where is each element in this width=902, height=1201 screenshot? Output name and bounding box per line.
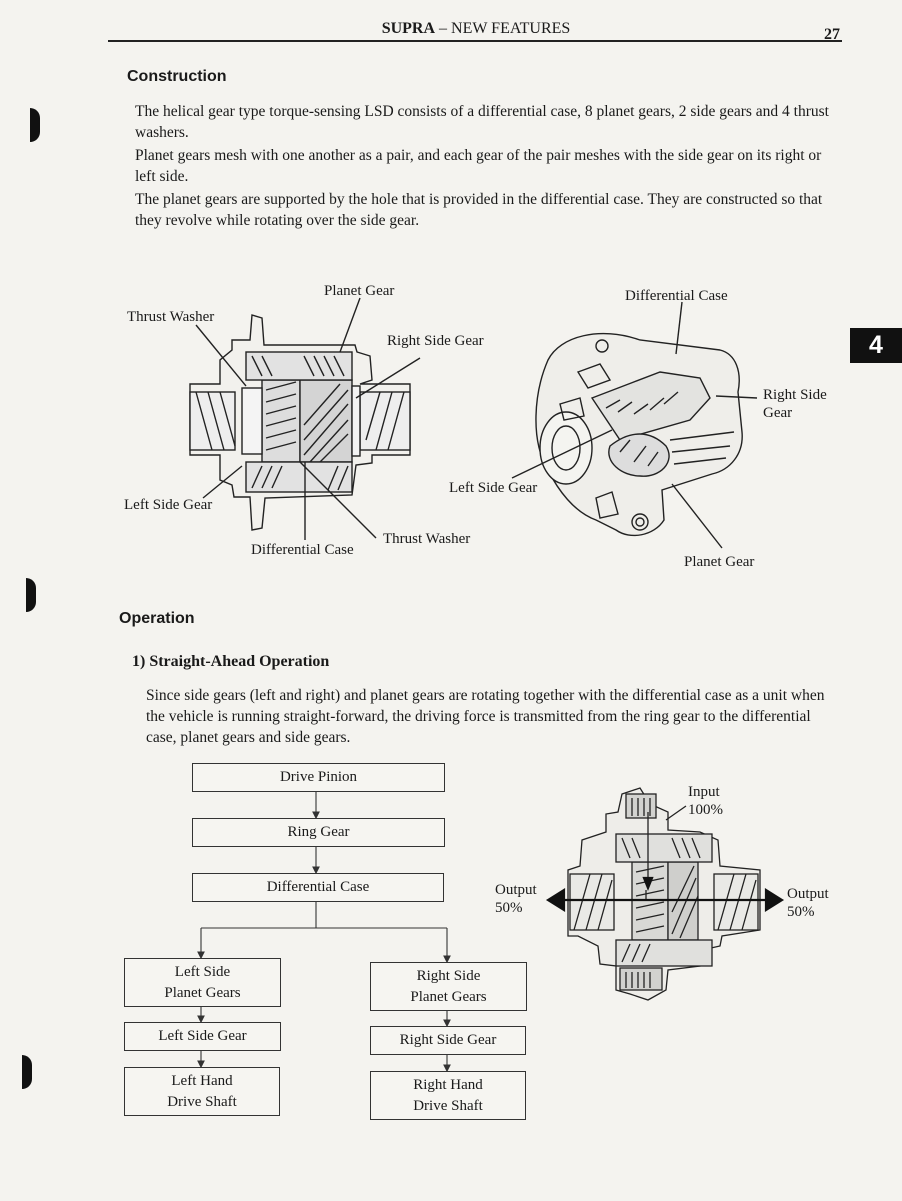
construction-paragraph: The planet gears are supported by the hole that is provided in the differential case. They are constructed so that they revolve while rotating over the side gear.: [135, 191, 823, 229]
left-planet-gears-line1: Left Side: [174, 963, 231, 980]
fig1-left-side-gear-label: Left Side Gear: [124, 497, 213, 513]
fig2-differential-case-label: Differential Case: [625, 288, 728, 304]
fig3-output-left-text: Output: [495, 882, 537, 898]
fig1-planet-gear-label: Planet Gear: [324, 283, 395, 299]
fig2-planet-gear-label: Planet Gear: [684, 554, 755, 570]
right-drive-shaft-line1: Right Hand: [413, 1076, 483, 1093]
operation-paragraph: Since side gears (left and right) and planet gears are rotating together with the differential case as a unit when the vehicle is running straight-forward, the driving force is transmitted from the ring gear to the differential case, planet gears and side gears.: [146, 687, 825, 746]
fig3-output-right-label: [787, 885, 829, 921]
fig3-input-label: [688, 783, 723, 819]
left-planet-gears-line2: Planet Gears: [164, 984, 241, 1001]
right-planet-gears-line1: Right Side: [416, 967, 481, 984]
left-side-gear-box: Left Side Gear: [124, 1022, 281, 1051]
fig1-right-side-gear-label: Right Side Gear: [387, 333, 484, 349]
left-drive-shaft-line1: Left Hand: [171, 1072, 233, 1089]
chapter-tab: 4: [850, 328, 902, 363]
right-side-gear-box: Right Side Gear: [370, 1026, 526, 1055]
fig3-output-left-percent: 50%: [495, 900, 523, 916]
header-section: – NEW FEATURES: [435, 20, 571, 37]
construction-paragraph: The helical gear type torque-sensing LSD consists of a differential case, 8 planet gears, 2 side gears and 4 thrust washers.: [135, 103, 829, 141]
fig3-output-right-text: Output: [787, 886, 829, 902]
fig3-output-left-label: [495, 881, 537, 917]
page-number: 27: [824, 26, 840, 43]
right-drive-shaft-line2: Drive Shaft: [413, 1097, 483, 1114]
straight-ahead-subheading: 1) Straight-Ahead Operation: [132, 653, 330, 670]
construction-paragraph: Planet gears mesh with one another as a pair, and each gear of the pair meshes with the side gear on its right or left side.: [135, 147, 822, 185]
fig1-thrust-washer-label: Thrust Washer: [127, 309, 215, 325]
fig1-differential-case-label: Differential Case: [251, 542, 354, 558]
fig3-input-percent: 100%: [688, 802, 723, 818]
header-model: SUPRA: [381, 20, 436, 37]
ring-gear-box: Ring Gear: [192, 818, 445, 847]
right-planet-gears-line2: Planet Gears: [410, 988, 487, 1005]
operation-heading: Operation: [119, 610, 195, 627]
left-drive-shaft-line2: Drive Shaft: [167, 1093, 237, 1110]
fig3-input-text: Input: [688, 784, 720, 800]
differential-case-box: Differential Case: [192, 873, 444, 902]
fig2-left-side-gear-label: Left Side Gear: [449, 480, 538, 496]
drive-pinion-box: Drive Pinion: [192, 763, 445, 792]
construction-heading: Construction: [127, 68, 227, 85]
fig3-output-right-percent: 50%: [787, 904, 815, 920]
fig2-right-side-gear-line1: Right Side: [763, 387, 827, 403]
fig1-thrust-washer-bottom-label: Thrust Washer: [383, 531, 471, 547]
fig2-right-side-gear-line2: Gear: [763, 405, 793, 421]
